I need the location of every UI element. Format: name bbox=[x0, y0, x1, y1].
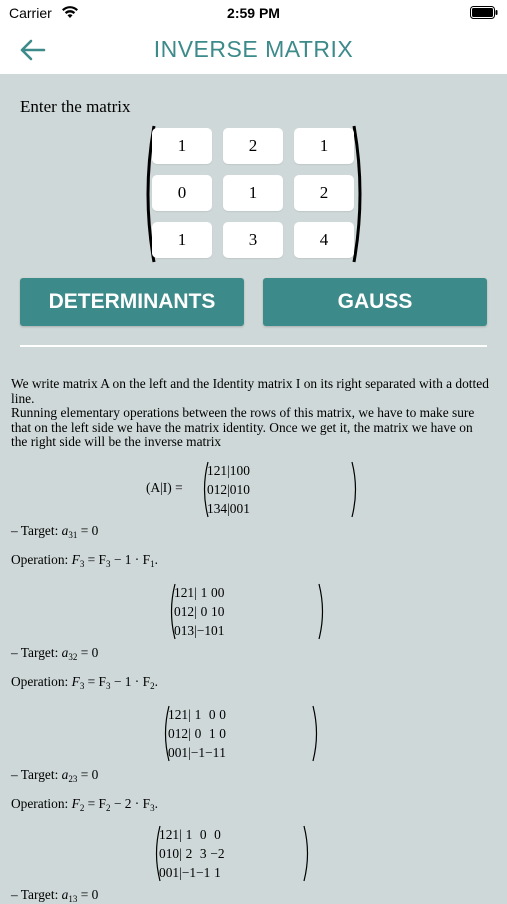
matrix-entry: 1 bbox=[174, 725, 182, 741]
matrix-entry: 1 bbox=[194, 706, 202, 722]
matrix-entry: 1 bbox=[174, 584, 181, 600]
matrix-entry: 0 bbox=[211, 584, 218, 600]
matrix-entry: 0 bbox=[219, 706, 226, 722]
matrix-entry: 4 bbox=[220, 500, 228, 516]
matrix-entry: 2 bbox=[185, 845, 193, 861]
step-1-operation: Operation: $F_3 = F_3 - 1 \cdot F_1$. bbox=[11, 552, 158, 569]
matrix-entry: 1 bbox=[181, 706, 189, 722]
matrix-entry: 1 bbox=[200, 584, 208, 600]
matrix-cell-1-1[interactable] bbox=[152, 128, 212, 164]
matrix-separator: | bbox=[194, 622, 197, 638]
matrix-entry: −1 bbox=[205, 744, 220, 760]
matrix-separator: | bbox=[227, 462, 230, 478]
step-3-operation: Operation: $F_2 = F_2 - 2 \cdot F_3$. bbox=[11, 796, 158, 813]
step-2-operation: Operation: $F_3 = F_3 - 1 \cdot F_2$. bbox=[11, 674, 158, 691]
matrix-entry: 0 bbox=[217, 584, 225, 600]
matrix-entry: 1 bbox=[172, 826, 180, 842]
step-1-target: – Target: $a_{31} = 0$ bbox=[11, 523, 99, 540]
solution-intro bbox=[11, 377, 491, 450]
step-4-target: – Target: $a_{13} = 0$ bbox=[11, 887, 99, 904]
matrix-entry: 0 bbox=[159, 864, 166, 880]
matrix-entry: 0 bbox=[194, 725, 202, 741]
matrix-entry: 0 bbox=[236, 500, 244, 516]
matrix-entry: 0 bbox=[243, 481, 250, 497]
matrix-entry: 1 bbox=[220, 462, 228, 478]
page-title: INVERSE MATRIX bbox=[153, 36, 354, 62]
matrix-entry: −1 bbox=[196, 622, 212, 638]
matrix-separator: | bbox=[179, 845, 182, 861]
matrix-entry: 2 bbox=[187, 603, 195, 619]
step-3-target: – Target: $a_{23} = 0$ bbox=[11, 767, 99, 784]
matrix-cell-3-3[interactable] bbox=[294, 222, 354, 258]
matrix-separator: | bbox=[227, 481, 230, 497]
matrix-separator: | bbox=[194, 584, 197, 600]
carrier-label: Carrier bbox=[9, 5, 52, 21]
matrix-entry: 1 bbox=[208, 725, 216, 741]
matrix-entry: 0 bbox=[243, 462, 250, 478]
step-2-target: – Target: $a_{32} = 0$ bbox=[11, 645, 99, 662]
matrix-entry: 1 bbox=[172, 864, 180, 880]
matrix-entry: 0 bbox=[236, 462, 244, 478]
matrix-separator: | bbox=[188, 744, 191, 760]
matrix-cell-3-1[interactable] bbox=[152, 222, 212, 258]
matrix-entry: 3 bbox=[199, 845, 207, 861]
matrix-separator: | bbox=[188, 725, 191, 741]
matrix-entry: 0 bbox=[207, 481, 214, 497]
matrix-entry: 1 bbox=[185, 826, 193, 842]
matrix-separator: | bbox=[227, 500, 230, 516]
matrix-entry: −1 bbox=[196, 864, 211, 880]
matrix-entry: 2 bbox=[165, 826, 173, 842]
matrix-entry: 2 bbox=[181, 725, 189, 741]
matrix-cell-2-2[interactable] bbox=[223, 175, 283, 211]
matrix-entry: 0 bbox=[168, 744, 175, 760]
matrix-prompt: Enter the matrix bbox=[20, 97, 131, 116]
matrix-entry: 0 bbox=[174, 744, 182, 760]
matrix-entry: 0 bbox=[200, 603, 208, 619]
matrix-entry: 2 bbox=[220, 481, 228, 497]
matrix-entry: 0 bbox=[208, 706, 216, 722]
matrix-separator: | bbox=[194, 603, 197, 619]
determinants-button[interactable]: DETERMINANTS bbox=[20, 278, 244, 326]
matrix-entry: 1 bbox=[187, 584, 195, 600]
matrix-entry: 0 bbox=[172, 845, 180, 861]
matrix-entry: 1 bbox=[229, 462, 237, 478]
matrix-right-paren bbox=[318, 583, 326, 640]
matrix-entry: 3 bbox=[213, 500, 221, 516]
matrix-entry: 0 bbox=[219, 725, 226, 741]
matrix-separator: | bbox=[188, 706, 191, 722]
matrix-entry: 1 bbox=[213, 481, 221, 497]
augmented-label: (A|I) = bbox=[146, 480, 183, 495]
right-bracket bbox=[352, 124, 368, 264]
status-bar bbox=[0, 0, 507, 26]
matrix-entry: 0 bbox=[229, 481, 237, 497]
matrix-right-paren bbox=[312, 705, 320, 762]
battery-icon bbox=[470, 6, 498, 22]
matrix-entry: 2 bbox=[174, 706, 182, 722]
matrix-separator: | bbox=[179, 864, 182, 880]
matrix-entry: 1 bbox=[243, 500, 250, 516]
matrix-entry: 0 bbox=[199, 826, 207, 842]
matrix-entry: 3 bbox=[187, 622, 195, 638]
matrix-entry: 1 bbox=[181, 744, 189, 760]
matrix-entry: 0 bbox=[229, 500, 237, 516]
matrix-cell-3-2[interactable] bbox=[223, 222, 283, 258]
matrix-right-paren bbox=[303, 825, 311, 882]
matrix-entry: 1 bbox=[180, 622, 188, 638]
matrix-entry: −1 bbox=[181, 864, 197, 880]
matrix-entry: 0 bbox=[174, 603, 181, 619]
matrix-entry: 1 bbox=[217, 622, 225, 638]
matrix-entry: 1 bbox=[207, 462, 214, 478]
matrix-cell-2-1[interactable] bbox=[152, 175, 212, 211]
matrix-cell-1-3[interactable] bbox=[294, 128, 354, 164]
matrix-entry: 2 bbox=[180, 584, 188, 600]
matrix-separator: | bbox=[179, 826, 182, 842]
matrix-entry: 1 bbox=[168, 706, 175, 722]
matrix-entry: 0 bbox=[211, 622, 218, 638]
matrix-cell-1-2[interactable] bbox=[223, 128, 283, 164]
navigation-bar bbox=[0, 26, 507, 74]
matrix-entry: 0 bbox=[168, 725, 175, 741]
matrix-entry: 0 bbox=[165, 864, 173, 880]
intro-paragraph-1: We write matrix A on the left and the Identity matrix I on its right separated with a dotted line. bbox=[11, 376, 489, 406]
matrix-entry: 0 bbox=[217, 603, 225, 619]
matrix-entry: 1 bbox=[165, 845, 173, 861]
matrix-entry: 1 bbox=[211, 603, 218, 619]
matrix-entry: 0 bbox=[174, 622, 181, 638]
matrix-entry: 1 bbox=[236, 481, 244, 497]
matrix-entry: −1 bbox=[190, 744, 206, 760]
divider bbox=[20, 345, 487, 347]
matrix-entry: 0 bbox=[159, 845, 166, 861]
matrix-entry: 1 bbox=[180, 603, 188, 619]
matrix-right-paren bbox=[351, 461, 359, 518]
matrix-cell-2-3[interactable] bbox=[294, 175, 354, 211]
matrix-entry: 0 bbox=[214, 826, 221, 842]
status-time: 2:59 PM bbox=[227, 5, 280, 21]
matrix-entry: 1 bbox=[214, 864, 221, 880]
matrix-entry: 1 bbox=[207, 500, 214, 516]
matrix-entry: 1 bbox=[219, 744, 226, 760]
matrix-entry: 1 bbox=[159, 826, 166, 842]
gauss-button[interactable]: GAUSS bbox=[263, 278, 487, 326]
matrix-entry: 2 bbox=[213, 462, 221, 478]
matrix-entry: −2 bbox=[210, 845, 225, 861]
intro-paragraph-2: Running elementary operations between the rows of this matrix, we have to make sure that on the left side we have the matrix identity. Once we get it, the matrix we have on the right side will be the inverse matrix bbox=[11, 405, 475, 449]
